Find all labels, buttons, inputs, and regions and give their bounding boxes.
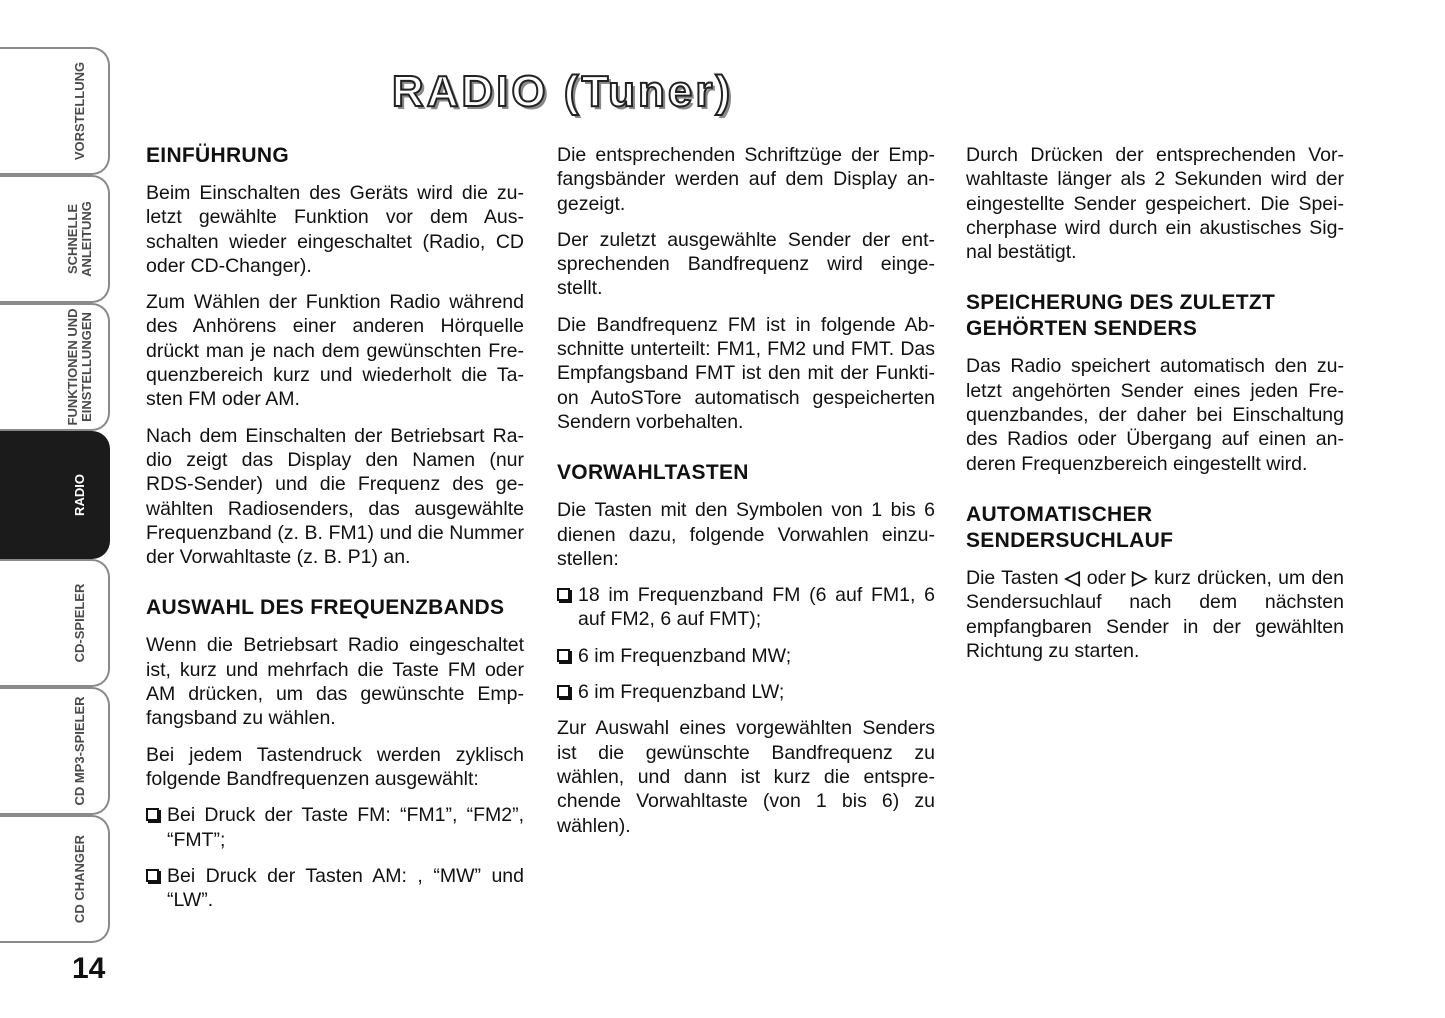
- tab-cd-changer[interactable]: [0, 815, 110, 943]
- list-item: [146, 864, 524, 913]
- tab-label: CD CHANGER: [72, 834, 87, 924]
- paragraph: Die Tasten mit den Symbolen von 1 bis 6 dienen dazu, folgende Vorwahlen einzustellen:: [557, 499, 935, 570]
- page-number: 14: [72, 952, 106, 985]
- tab-label: CD-SPIELER: [72, 583, 87, 663]
- tab-cd-mp3-spieler[interactable]: [0, 687, 110, 815]
- tab-funktionen-und-einstellungen[interactable]: [0, 303, 110, 431]
- paragraph: Wenn die Betriebsart Radio eingeschaltet ist, kurz und mehrfach die Taste FM oder AM drücken, um das gewünschte Empfangsband zu wählen.: [146, 634, 524, 730]
- checkbox-bullet-icon: [557, 649, 570, 662]
- list-item-text: 18 im Frequenzband FM (6 auf FM1, 6 auf FM2, 6 auf FMT);: [578, 584, 935, 631]
- tab-cd-spieler[interactable]: [0, 559, 110, 687]
- paragraph: [966, 566, 1344, 663]
- tab-radio[interactable]: [0, 431, 110, 559]
- paragraph: Durch Drücken der entsprechenden Vorwahltaste länger als 2 Sekunden wird der eingestellte Sender gespeichert. Die Speicherphase wird durch ein akustisches Signal bestätigt.: [966, 144, 1344, 264]
- list-item: [557, 583, 935, 632]
- heading-einfuehrung: EINFÜHRUNG: [146, 144, 289, 167]
- tab-label: VORSTELLUNG: [72, 61, 87, 161]
- paragraph: Zur Auswahl eines vorgewählten Senders ist die gewünschte Bandfrequenz zu wählen, und dann ist kurz die entsprechende Vorwahltaste (von 1 bis 6) zu wählen).: [557, 717, 935, 837]
- text-segment: Die Tasten: [966, 566, 1065, 589]
- heading-sendersuchlauf: AUTOMATISCHER SENDERSUCHLAUF: [966, 502, 1174, 552]
- checkbox-bullet-icon: [146, 808, 159, 821]
- column-2: [557, 143, 935, 850]
- column-1: [146, 143, 524, 924]
- list-item-text: 6 im Frequenzband LW;: [578, 681, 785, 704]
- text-segment: oder: [1080, 566, 1133, 589]
- tab-label: RADIO: [72, 474, 87, 516]
- tab-label: CD MP3-SPIELER: [72, 696, 87, 806]
- paragraph: Der zuletzt ausgewählte Sender der entsprechenden Bandfrequenz wird eingestellt.: [557, 228, 935, 300]
- paragraph: Zum Wählen der Funktion Radio während des Anhörens einer anderen Hörquelle drückt man je nach dem gewünschten Frequenzbereich kurz und wiederholt die Tasten FM oder AM.: [146, 291, 524, 411]
- text-segment: kurz drücken, um den Sendersuchlauf nach dem nächsten empfangbaren Sender in der gewählten Richtung zu starten.: [966, 566, 1344, 662]
- paragraph: Nach dem Einschalten der Betriebsart Radio zeigt das Display den Namen (nur RDS-Sender) und die Frequenz des gewählten Radiosenders, das ausgewählte Frequenzband (z. B. FM1) und die Nummer der Vorwahltaste (z. B. P1) an.: [146, 424, 524, 569]
- heading-speicherung: SPEICHERUNG DES ZULETZT GEHÖRTEN SENDERS: [966, 291, 1276, 341]
- paragraph: Die Bandfrequenz FM ist in folgende Abschnitte unterteilt: FM1, FM2 und FMT. Das Empfangsband FMT ist den mit der Funktion AutoSTore automatisch gespeicherten Sendern vorbehalten.: [557, 313, 935, 433]
- page-title: RADIO (Tuner): [391, 67, 734, 117]
- arrow-right-icon: ▷: [1132, 566, 1148, 589]
- list-item: [146, 803, 524, 852]
- paragraph: Die entsprechenden Schriftzüge der Empfangsbänder werden auf dem Display angezeigt.: [557, 144, 935, 215]
- arrow-left-icon: ◁: [1064, 566, 1081, 589]
- tab-label: FUNKTIONEN UND EINSTELLUNGEN: [65, 308, 94, 426]
- list-item-text: Bei Druck der Taste FM: “FM1”, “FM2”, “FMT”;: [167, 804, 524, 851]
- column-3: [966, 143, 1344, 675]
- heading-vorwahltasten: VORWAHLTASTEN: [557, 461, 749, 485]
- paragraph: Das Radio speichert automatisch den zuletzt angehörten Sender eines jeden Frequenzbandes, der daher bei Einschaltung des Radios oder Übergang auf einen anderen Frequenzbereich eingestellt wird.: [966, 355, 1344, 475]
- tab-schnelle-anleitung[interactable]: [0, 175, 110, 303]
- list-item: [557, 680, 935, 704]
- list-item: [557, 644, 935, 668]
- list-item-text: 6 im Frequenzband MW;: [578, 644, 792, 667]
- list-item-text: Bei Druck der Tasten AM: , “MW” und “LW”.: [167, 864, 524, 912]
- tab-label: SCHNELLE ANLEITUNG: [65, 201, 94, 277]
- paragraph: Beim Einschalten des Geräts wird die zuletzt gewählte Funktion vor dem Ausschalten wieder eingeschaltet (Radio, CD oder CD-Changer).: [146, 182, 524, 277]
- paragraph: Bei jedem Tastendruck werden zyklisch folgende Bandfrequenzen ausgewählt:: [146, 743, 524, 790]
- checkbox-bullet-icon: [557, 685, 570, 698]
- heading-auswahl-frequenzband: AUSWAHL DES FREQUENZBANDS: [146, 596, 505, 620]
- checkbox-bullet-icon: [146, 869, 159, 882]
- checkbox-bullet-icon: [557, 588, 570, 601]
